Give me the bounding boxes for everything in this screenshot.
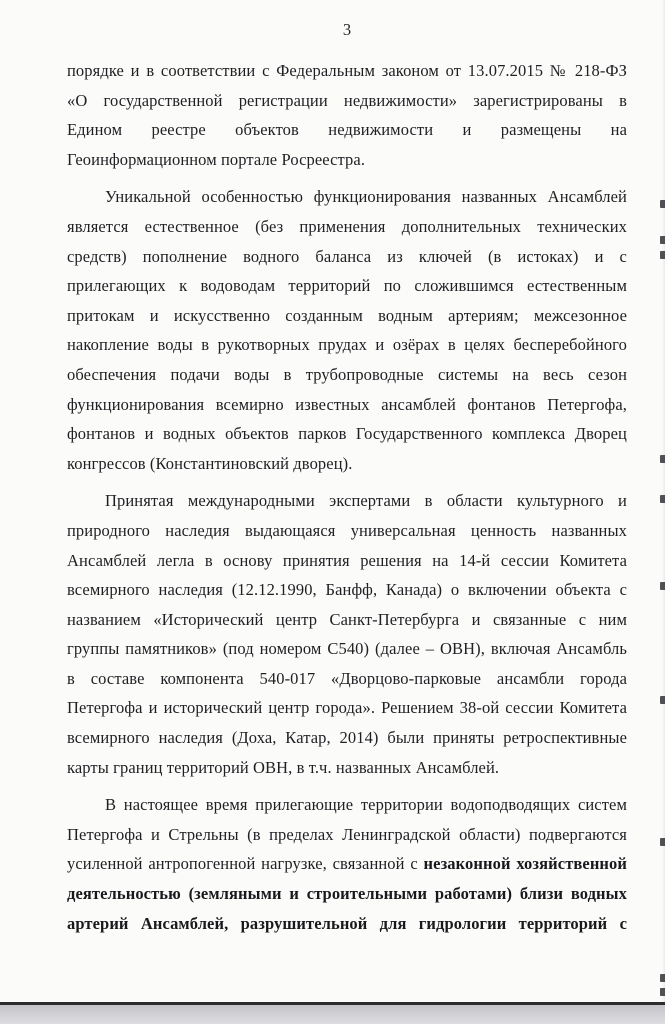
text-line: [67, 115, 627, 145]
text-line: [67, 301, 627, 331]
scan-edge-mark: [660, 988, 665, 996]
text-run: Едином реестре объектов недвижимости и размещены на: [67, 120, 627, 140]
text-line: [67, 390, 627, 420]
text-run: карты границ территорий ОВН, в т.ч. названных Ансамблей.: [67, 757, 500, 777]
page-number: 3: [342, 20, 352, 39]
paragraph: [67, 56, 627, 174]
text-line: [67, 212, 627, 242]
bold-text-run: незаконной хозяйственной: [423, 854, 627, 874]
document-text: [67, 56, 627, 938]
text-line: [67, 56, 627, 86]
text-run: является естественное (без применения дополнительных технических: [67, 216, 627, 236]
bold-text-run: артерий Ансамблей, разрушительной для гидрологии территорий с: [67, 913, 627, 933]
scan-edge-mark: [660, 200, 665, 208]
text-run: природного наследия выдающаяся универсальная ценность названных: [67, 520, 627, 540]
text-run: Геоинформационном портале Росреестра.: [67, 149, 366, 169]
text-run: «О государственной регистрации недвижимости» зарегистрированы в: [67, 90, 627, 110]
text-run: всемирного наследия (12.12.1990, Банфф, Канада) о включении объекта с: [67, 580, 627, 600]
text-run: в составе компонента 540-017 «Дворцово-парковые ансамбли города: [67, 668, 627, 688]
paragraph: [67, 486, 627, 782]
bold-text-run: деятельностью (земляными и строительными работами) близи водных: [67, 884, 627, 904]
text-line: [67, 546, 627, 576]
text-run: прилегающих к водоводам территорий по сложившимся естественным: [67, 276, 627, 296]
text-line: [67, 271, 627, 301]
text-line: [67, 723, 627, 753]
text-line: [67, 516, 627, 546]
text-line: [67, 449, 627, 479]
text-run: Ансамблей легла в основу принятия решения на 14-й сессии Комитета: [67, 550, 627, 570]
text-line: [67, 790, 627, 820]
text-line: [67, 182, 627, 212]
scan-edge-mark: [660, 696, 665, 704]
text-run: функционирования всемирно известных ансамблей фонтанов Петергофа,: [67, 394, 627, 414]
text-run: средств) пополнение водного баланса из ключей (в истоках) и с: [67, 246, 627, 266]
text-run: фонтанов и водных объектов парков Государственного комплекса Дворец: [67, 424, 627, 444]
scan-edge-mark: [660, 236, 665, 244]
text-line: [67, 575, 627, 605]
text-line: [67, 634, 627, 664]
text-line: [67, 145, 627, 175]
text-run: Петергофа и исторический центр города». Решением 38-ой сессии Комитета: [67, 698, 627, 718]
paragraph: [67, 182, 627, 478]
text-run: Принятая международными экспертами в области культурного и: [105, 491, 627, 511]
text-line: [67, 664, 627, 694]
text-line: [67, 693, 627, 723]
text-line: [67, 242, 627, 272]
text-line: [67, 849, 627, 879]
text-run: обеспечения подачи воды в трубопроводные системы на весь сезон: [67, 364, 627, 384]
text-line: [67, 360, 627, 390]
scan-edge-mark: [660, 582, 665, 590]
text-line: [67, 486, 627, 516]
text-run: группы памятников» (под номером С540) (далее – ОВН), включая Ансамбль: [67, 639, 627, 659]
text-line: [67, 909, 627, 939]
scan-edge-mark: [660, 974, 665, 982]
text-line: [67, 879, 627, 909]
text-run: Петергофа и Стрельны (в пределах Ленинградской области) подвергаются: [67, 824, 627, 844]
text-line: [67, 820, 627, 850]
scan-edge-mark: [660, 251, 665, 259]
text-line: [67, 330, 627, 360]
scan-edge-mark: [660, 495, 665, 503]
scan-edge-mark: [660, 838, 665, 846]
text-run: притокам и искусственно созданным водным артериям; межсезонное: [67, 305, 627, 325]
text-run: названием «Исторический центр Санкт-Петербурга и связанные с ним: [67, 609, 627, 629]
text-run: порядке и в соответствии с Федеральным законом от 13.07.2015 № 218-ФЗ: [67, 61, 627, 80]
text-line: [67, 419, 627, 449]
scan-bottom-edge: [0, 1002, 665, 1024]
paragraph: [67, 790, 627, 938]
text-run: усиленной антропогенной нагрузке, связанной с: [67, 854, 424, 874]
text-line: [67, 605, 627, 635]
text-run: конгрессов (Константиновский дворец).: [67, 453, 353, 473]
text-line: [67, 753, 627, 783]
text-run: Уникальной особенностью функционирования названных Ансамблей: [105, 187, 627, 207]
text-run: накопление воды в рукотворных прудах и озёрах в целях бесперебойного: [67, 335, 627, 355]
text-line: [67, 86, 627, 116]
text-run: В настоящее время прилегающие территории водоподводящих систем: [105, 795, 627, 815]
scan-edge-mark: [660, 455, 665, 463]
text-run: всемирного наследия (Доха, Катар, 2014) были приняты ретроспективные: [67, 728, 627, 748]
